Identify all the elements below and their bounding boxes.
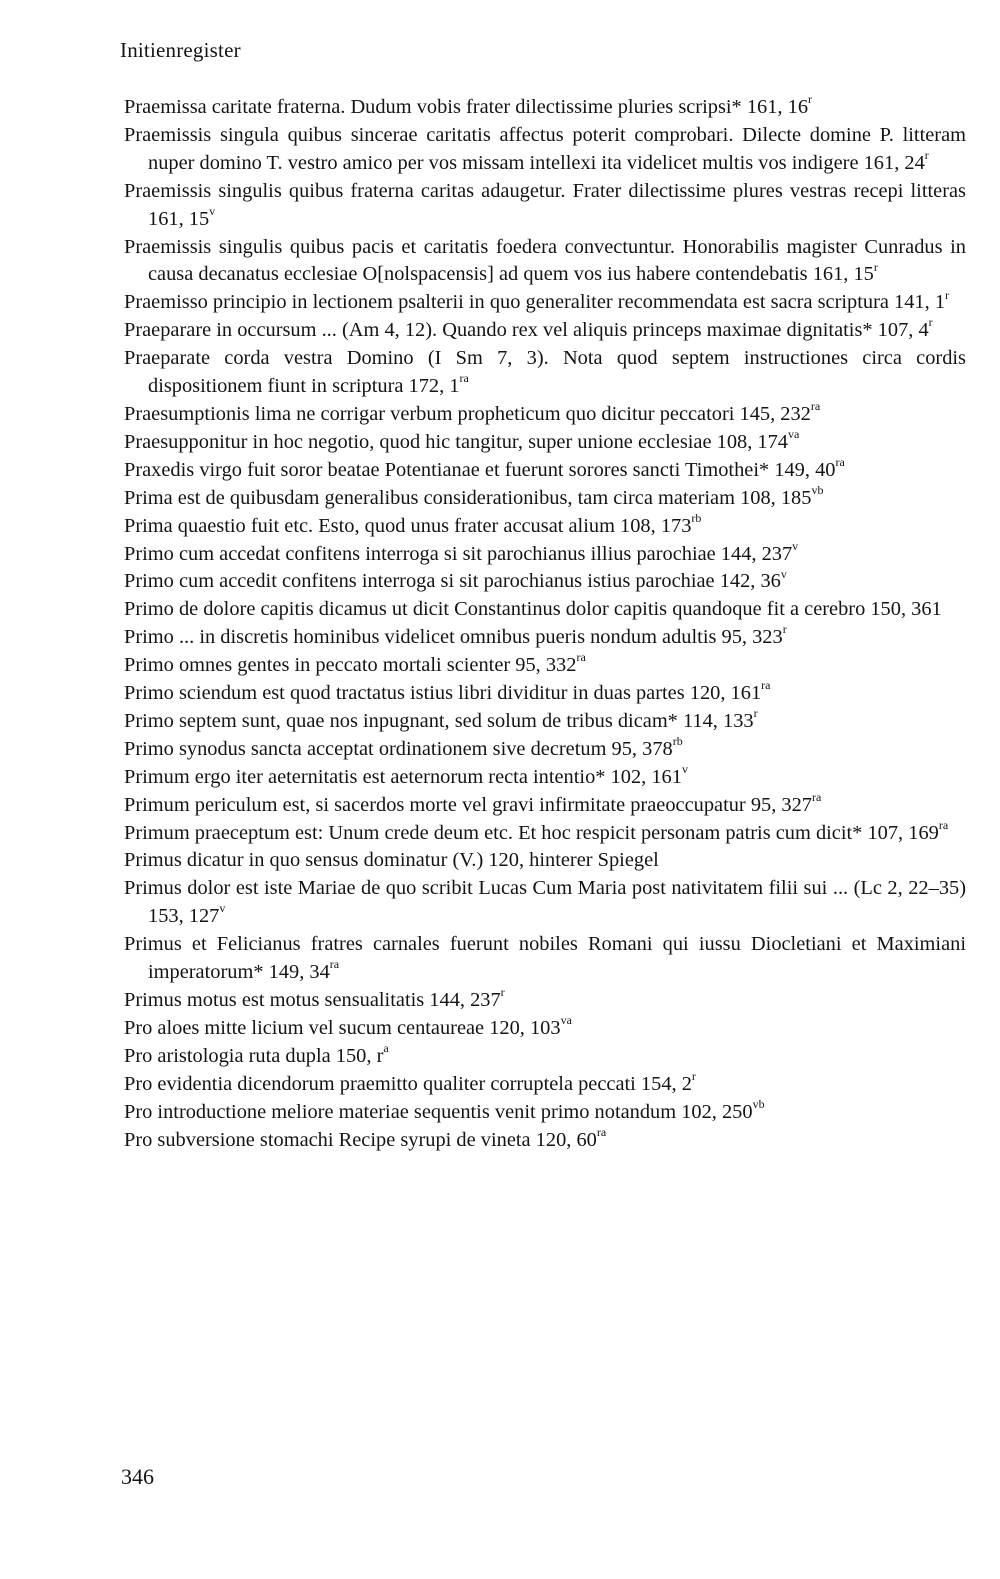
folio-suffix: rb — [672, 734, 683, 749]
entry-text: Pro introductione meliore materiae sequentis venit primo notandum 102, 250 — [124, 1100, 753, 1123]
folio-suffix: ra — [812, 789, 822, 804]
entry-text: Praeparare in occursum ... (Am 4, 12). Quando rex vel aliquis princeps maximae dignitatis* 107, 4 — [124, 319, 929, 342]
index-entry — [124, 454, 966, 485]
folio-suffix: ra — [596, 1124, 607, 1139]
index-entry — [124, 875, 966, 931]
index-entry — [124, 429, 966, 457]
entry-text: Primo cum accedit confitens interroga si sit parochianus istius parochiae 142, 36 — [124, 570, 781, 593]
index-entry — [124, 510, 966, 541]
entry-text: Primus motus est motus sensualitatis 144, 237 — [124, 989, 501, 1011]
folio-suffix: va — [560, 1013, 572, 1028]
index-entry-list — [124, 94, 966, 1154]
index-entry — [124, 624, 966, 652]
folio-suffix: ra — [810, 399, 821, 414]
entry-text: Pro subversione stomachi Recipe syrupi de vineta 120, 60 — [124, 1128, 597, 1151]
index-entry — [124, 708, 966, 736]
index-entry — [124, 1043, 966, 1071]
index-entry — [124, 817, 966, 848]
folio-suffix: r — [873, 259, 878, 274]
folio-suffix: r — [924, 148, 929, 163]
entry-text: Praxedis virgo fuit soror beatae Potentianae et fuerunt sorores sancti Timothei* 149, 40 — [124, 458, 836, 481]
folio-suffix: r — [691, 1068, 696, 1083]
index-entry — [124, 761, 966, 792]
folio-suffix: ra — [329, 957, 340, 972]
entry-text: Pro evidentia dicendorum praemitto qualiter corruptela peccati 154, 2 — [124, 1072, 692, 1095]
folio-suffix: va — [788, 427, 800, 442]
entry-text: Primus dolor est iste Mariae de quo scribit Lucas Cum Maria post nativitatem filii sui ... (Lc 2, 22–35) 153, 127 — [124, 877, 966, 928]
index-entry — [124, 736, 966, 764]
entry-text: Praemisso principio in lectionem psalterii in quo generaliter recommendata est sacra scriptura 141, 1 — [124, 291, 946, 314]
index-entry — [124, 122, 966, 178]
index-entry — [124, 1096, 966, 1127]
entry-text: Primo synodus sancta acceptat ordinationem sive decretum 95, 378 — [124, 737, 673, 760]
entry-text: Primo omnes gentes in peccato mortali scienter 95, 332 — [124, 654, 577, 677]
entry-text: Pro aristologia ruta dupla 150, r — [124, 1044, 384, 1067]
entry-text: Praemissis singulis quibus pacis et caritatis foedera convectuntur. Honorabilis magister Cunradus in causa decanatus ecclesiae O[nolspacensis] ad quem vos ius habere contendebatis 161, 15 — [124, 235, 966, 286]
entry-text: Praesumptionis lima ne corrigar verbum propheticum quo dicitur peccatori 145, 232 — [124, 402, 811, 425]
entry-text: Primo de dolore capitis dicamus ut dicit Constantinus dolor capitis quandoque fit a cerebro 150, 361 — [124, 598, 942, 621]
folio-suffix: ra — [761, 678, 771, 693]
index-entry — [124, 178, 966, 234]
entry-text: Primo sciendum est quod tractatus istius libri dividitur in duas partes 120, 161 — [124, 682, 762, 705]
folio-suffix: v — [792, 538, 799, 553]
folio-suffix: vb — [752, 1096, 765, 1111]
index-entry — [124, 289, 966, 317]
index-entry — [124, 538, 966, 569]
folio-suffix: ra — [938, 817, 949, 832]
entry-text: Praemissis singula quibus sincerae caritatis affectus poterit comprobari. Dilecte domine P. litteram nuper domino T. vestro amico per vos missam intellexi ita videlicet multis vos indigere 161, 24 — [124, 123, 966, 174]
entry-text: Praeparate corda vestra Domino (I Sm 7, 3). Nota quod septem instructiones circa cordis dispositionem fiunt in scriptura 172, 1 — [124, 347, 966, 398]
index-entry — [124, 1124, 966, 1155]
entry-text: Primo ... in discretis hominibus videlicet omnibus pueris nondum adultis 95, 323 — [124, 626, 783, 649]
index-entry — [124, 847, 966, 875]
index-entry — [124, 596, 966, 624]
folio-suffix: ra — [576, 650, 586, 665]
index-entry — [124, 931, 966, 987]
index-entry — [124, 789, 966, 820]
index-entry — [124, 401, 966, 429]
entry-text: Primum ergo iter aeternitatis est aeternorum recta intentio* 102, 161 — [124, 765, 682, 788]
entry-text: Primum periculum est, si sacerdos morte vel gravi infirmitate praeoccupatur 95, 327 — [124, 793, 812, 816]
folio-suffix: ra — [835, 454, 845, 469]
index-entry — [124, 482, 966, 513]
index-entry — [124, 1015, 966, 1043]
entry-text: Prima quaestio fuit etc. Esto, quod unus frater accusat alium 108, 173 — [124, 514, 692, 537]
entry-text: Primus dicatur in quo sensus dominatur (V.) 120, hinterer Spiegel — [124, 849, 659, 872]
entry-text: Pro aloes mitte licium vel sucum centaureae 120, 103 — [124, 1016, 561, 1039]
index-entry — [124, 1068, 966, 1099]
index-entry — [124, 568, 966, 596]
index-entry — [124, 317, 966, 345]
folio-suffix: v — [219, 901, 226, 916]
folio-suffix: rb — [691, 510, 702, 525]
folio-suffix: r — [808, 92, 813, 107]
entry-text: Prima est de quibusdam generalibus considerationibus, tam circa materiam 108, 185 — [124, 486, 812, 509]
folio-suffix: vb — [811, 482, 824, 497]
folio-suffix: v — [209, 203, 216, 218]
index-entry — [124, 345, 966, 401]
index-entry — [124, 987, 966, 1015]
folio-suffix: v — [780, 566, 787, 581]
folio-suffix: ra — [459, 371, 469, 386]
index-entry — [124, 652, 966, 680]
folio-suffix: r — [500, 985, 505, 1000]
folio-suffix: r — [782, 622, 787, 637]
page-number: 346 — [121, 1464, 154, 1489]
folio-suffix: a — [383, 1041, 389, 1056]
folio-suffix: r — [928, 315, 933, 330]
entry-text: Praesupponitur in hoc negotio, quod hic tangitur, super unione ecclesiae 108, 174 — [124, 430, 788, 453]
folio-suffix: r — [945, 287, 950, 302]
index-entry — [124, 234, 966, 290]
folio-suffix: v — [681, 761, 688, 776]
running-head: Initienregister — [120, 38, 241, 62]
entry-text: Primum praeceptum est: Unum crede deum etc. Et hoc respicit personam patris cum dicit* 107, 169 — [124, 821, 939, 844]
entry-text: Primus et Felicianus fratres carnales fuerunt nobiles Romani qui iussu Diocletiani et Maximiani imperatorum* 149, 34 — [124, 933, 966, 984]
index-entry — [124, 94, 966, 122]
folio-suffix: r — [753, 706, 758, 721]
entry-text: Praemissa caritate fraterna. Dudum vobis frater dilectissime pluries scripsi* 161, 16 — [124, 96, 809, 118]
entry-text: Primo septem sunt, quae nos inpugnant, sed solum de tribus dicam* 114, 133 — [124, 709, 754, 732]
entry-text: Praemissis singulis quibus fraterna caritas adaugetur. Frater dilectissime plures vestras recepi litteras 161, 15 — [124, 179, 966, 230]
index-entry — [124, 680, 966, 708]
entry-text: Primo cum accedat confitens interroga si sit parochianus illius parochiae 144, 237 — [124, 542, 793, 565]
